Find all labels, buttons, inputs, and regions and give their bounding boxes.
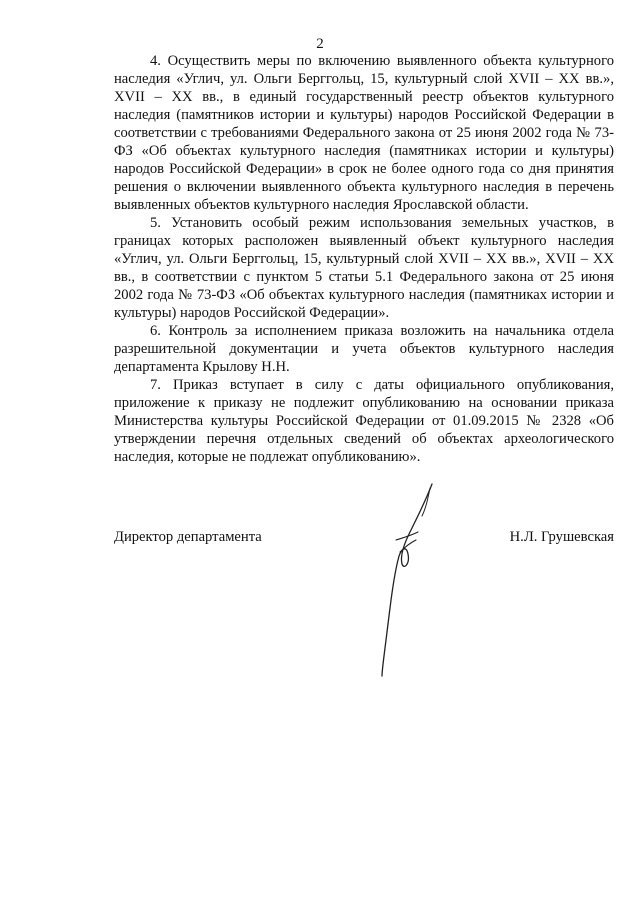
paragraph-7: 7. Приказ вступает в силу с даты официального опубликования, приложение к приказу не подлежит опубликованию на основании приказа Министерства культуры Российской Федерации от 01.09.2015 № 2328 «Об утверждении перечня отдельных сведений об объектах археологического наследия, которые не подлежат опубликованию». xyxy=(114,377,614,465)
signer-title: Директор департамента xyxy=(114,529,262,545)
document-body xyxy=(114,52,614,466)
page-number: 2 xyxy=(316,36,324,52)
paragraph-5: 5. Установить особый режим использования земельных участков, в границах которых расположен выявленный объект культурного наследия «Углич, ул. Ольги Берггольц, 15, культурный слой XVII – XX вв.», XVII – XX вв., в соответствии с пунктом 5 статьи 5.1 Федерального закона от 25 июня 2002 года № 73-ФЗ «Об объектах культурного наследия (памятниках истории и культуры) народов Российской Федерации». xyxy=(114,215,614,321)
paragraph-4: 4. Осуществить меры по включению выявленного объекта культурного наследия «Углич, ул. Ольги Берггольц, 15, культурный слой XVII – XX вв.», XVII – XX вв., в единый государственный реестр объектов культурного наследия (памятников истории и культуры) народов Российской Федерации в соответствии с требованиями Федерального закона от 25 июня 2002 года № 73-ФЗ «Об объектах культурного наследия (памятниках истории и культуры) народов Российской Федерации» в срок не более одного года со дня принятия решения о включении выявленного объекта культурного наследия в перечень выявленных объектов культурного наследия Ярославской области. xyxy=(114,53,614,213)
paragraph-6: 6. Контроль за исполнением приказа возложить на начальника отдела разрешительной документации и учета объектов культурного наследия департамента Крылову Н.Н. xyxy=(114,323,614,375)
handwritten-signature-icon xyxy=(360,480,450,680)
signer-name: Н.Л. Грушевская xyxy=(509,529,614,545)
